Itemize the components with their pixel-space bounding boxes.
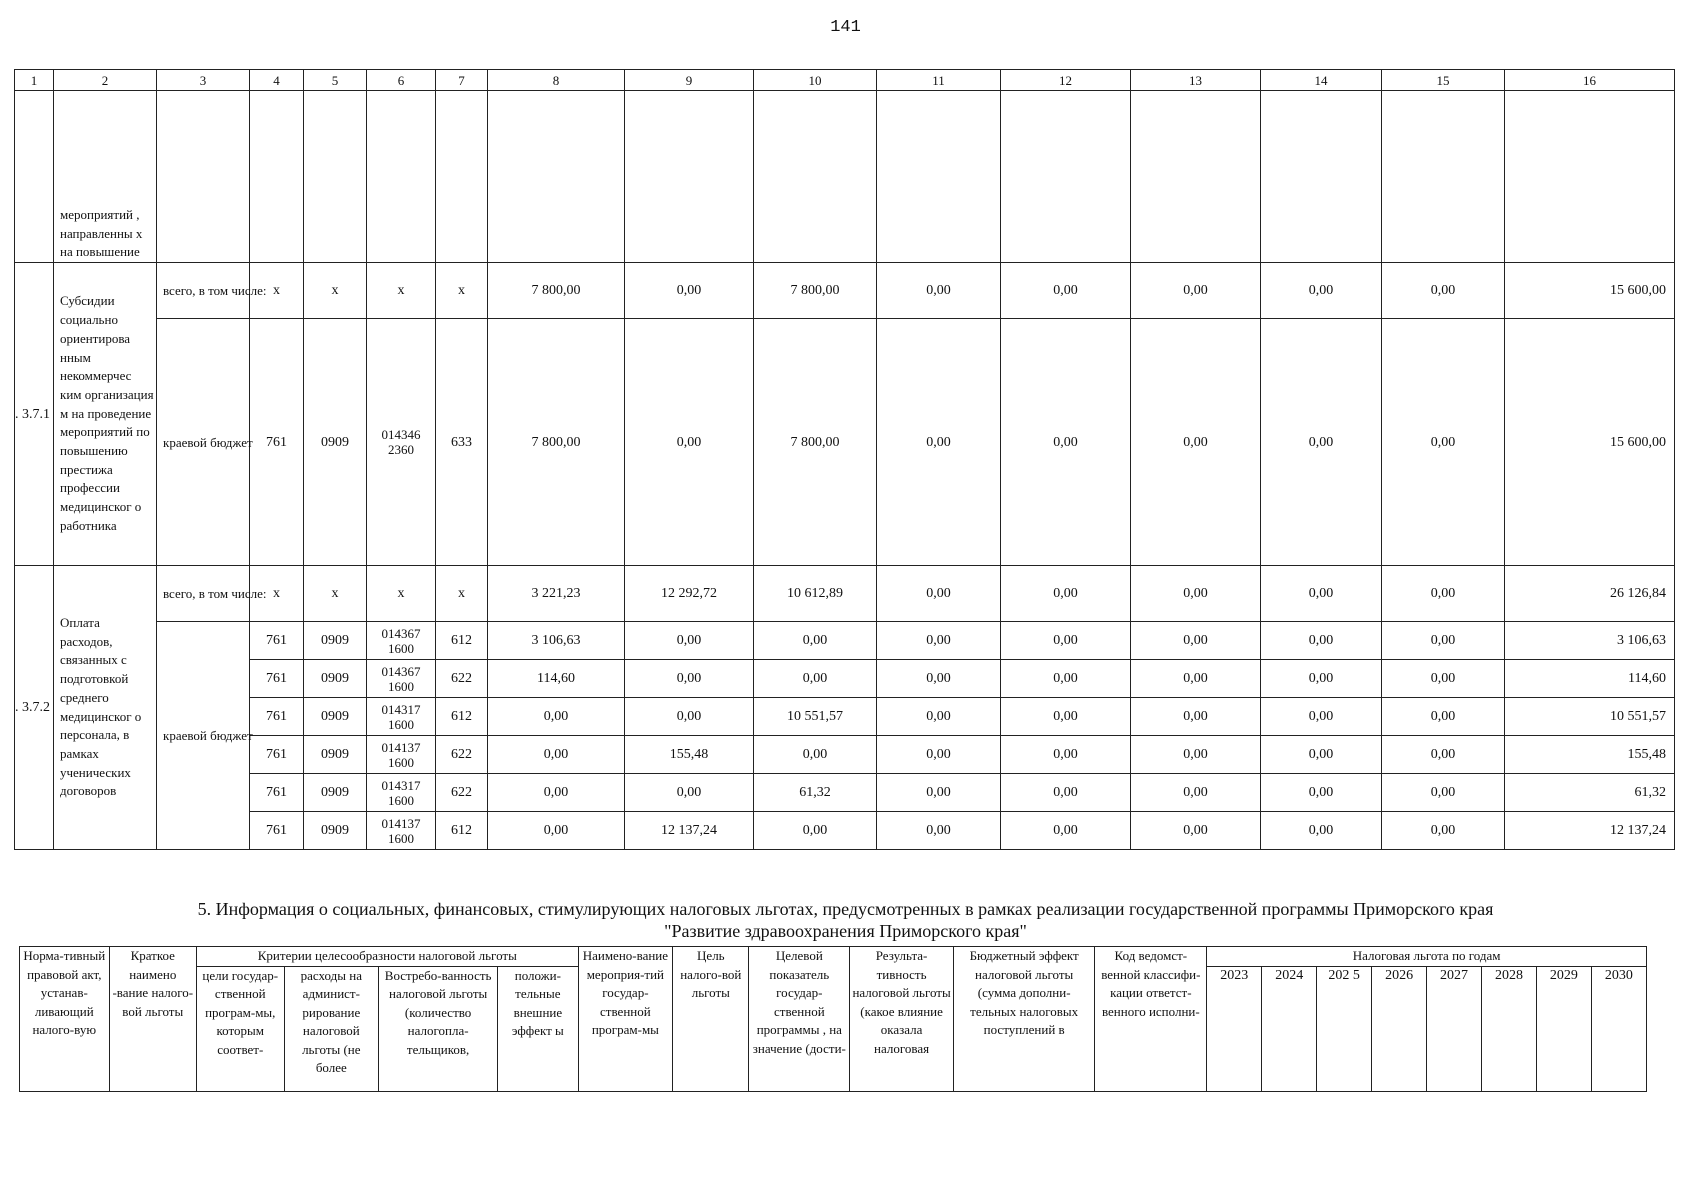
code-cell: 014346 2360 (367, 319, 436, 566)
col-num: 9 (625, 70, 754, 91)
value-cell: 0,00 (1382, 622, 1505, 660)
cell: 761 (250, 622, 304, 660)
value-cell: 0,00 (1001, 622, 1131, 660)
value-cell: 0,00 (1001, 812, 1131, 850)
value-cell: 0,00 (754, 812, 877, 850)
value-cell: 0,00 (1001, 660, 1131, 698)
value-cell: 0,00 (1261, 566, 1382, 622)
col-year: 2023 (1207, 966, 1262, 1091)
value-cell: 0,00 (877, 622, 1001, 660)
table-row (15, 774, 1675, 812)
col-year: 2029 (1536, 966, 1591, 1091)
value-cell: 0,00 (754, 736, 877, 774)
table-row (15, 566, 1675, 622)
value-cell: 0,00 (1131, 812, 1261, 850)
col-num: 11 (877, 70, 1001, 91)
col-crit-demand: Востребо-ванность налоговой льготы (количество налогопла-тельщиков, (379, 966, 498, 1091)
column-number-row (15, 70, 1675, 91)
cell: 0909 (304, 622, 367, 660)
value-cell: 0,00 (877, 698, 1001, 736)
col-num: 4 (250, 70, 304, 91)
value-cell: 0,00 (1001, 698, 1131, 736)
cell: 0909 (304, 698, 367, 736)
cell: 761 (250, 319, 304, 566)
col-budget-effect: Бюджетный эффект налоговой льготы (сумма дополни-тельных налоговых поступлений в (953, 947, 1094, 1092)
col-target-indicator: Целевой показатель государ-ственной программы , на значение (дости- (749, 947, 850, 1092)
value-cell: 26 126,84 (1505, 566, 1675, 622)
value-cell: 0,00 (1001, 566, 1131, 622)
value-cell: 7 800,00 (754, 319, 877, 566)
code-cell: 014367 1600 (367, 660, 436, 698)
cell: 0909 (304, 660, 367, 698)
value-cell: 0,00 (1382, 698, 1505, 736)
value-cell: 0,00 (1131, 698, 1261, 736)
value-cell: 12 292,72 (625, 566, 754, 622)
value-cell: 0,00 (877, 319, 1001, 566)
col-event-name: Наимено-вание мероприя-тий государ-ственной програм-мы (578, 947, 673, 1092)
col-crit-costs: расходы на админист-рирование налоговой льготы (не более (284, 966, 379, 1091)
col-num: 6 (367, 70, 436, 91)
value-cell: 0,00 (877, 774, 1001, 812)
cell: 622 (436, 774, 488, 812)
value-cell: 0,00 (1261, 812, 1382, 850)
financing-table (14, 69, 1675, 850)
col-dept-code: Код ведомст-венной классифи-кации ответст-венного исполни- (1095, 947, 1207, 1092)
cell: 0909 (304, 812, 367, 850)
value-cell: 0,00 (1001, 736, 1131, 774)
col-goal: Цель налого-вой льготы (673, 947, 749, 1092)
col-crit-goals: цели государ-ственной програм-мы, которым соответ- (197, 966, 284, 1091)
value-cell: 0,00 (1131, 319, 1261, 566)
cell: x (436, 263, 488, 319)
section-title-line2: "Развитие здравоохранения Приморского края" (664, 921, 1027, 941)
row-number: 3.7.1 . (15, 263, 54, 566)
value-cell: 0,00 (1382, 319, 1505, 566)
col-num: 12 (1001, 70, 1131, 91)
cell: 761 (250, 774, 304, 812)
value-cell: 0,00 (1131, 263, 1261, 319)
col-year: 202 5 (1317, 966, 1372, 1091)
value-cell: 15 600,00 (1505, 319, 1675, 566)
cell: 761 (250, 736, 304, 774)
value-cell: 0,00 (488, 698, 625, 736)
value-cell: 7 800,00 (488, 263, 625, 319)
col-effectiveness: Результа-тивность налоговой льготы (какое влияние оказала налоговая (850, 947, 954, 1092)
code-cell: 014137 1600 (367, 812, 436, 850)
value-cell: 0,00 (877, 660, 1001, 698)
value-cell: 7 800,00 (754, 263, 877, 319)
col-legal-act: Норма-тивный правовой акт, устанав-ливающий налого-вую (20, 947, 110, 1092)
table-row (15, 736, 1675, 774)
col-year: 2026 (1372, 966, 1427, 1091)
value-cell: 15 600,00 (1505, 263, 1675, 319)
code-cell: 014137 1600 (367, 736, 436, 774)
value-cell: 0,00 (1261, 622, 1382, 660)
col-num: 10 (754, 70, 877, 91)
col-num: 15 (1382, 70, 1505, 91)
cell: 0909 (304, 774, 367, 812)
table-row (15, 660, 1675, 698)
cell: 612 (436, 622, 488, 660)
value-cell: 0,00 (877, 566, 1001, 622)
value-cell: 0,00 (1131, 774, 1261, 812)
value-cell: 0,00 (1382, 263, 1505, 319)
value-cell: 0,00 (1131, 736, 1261, 774)
code-cell: 014317 1600 (367, 774, 436, 812)
source-label: всего, в том числе: (157, 566, 250, 622)
value-cell: 0,00 (1261, 263, 1382, 319)
table-row (15, 263, 1675, 319)
cell: 761 (250, 660, 304, 698)
activity-name: мероприятий , направленны х на повышение (54, 91, 157, 263)
col-year: 2030 (1591, 966, 1646, 1091)
cell: x (304, 566, 367, 622)
col-year: 2024 (1262, 966, 1317, 1091)
value-cell: 3 221,23 (488, 566, 625, 622)
cell: x (304, 263, 367, 319)
value-cell: 155,48 (625, 736, 754, 774)
value-cell: 0,00 (625, 774, 754, 812)
value-cell: 0,00 (1382, 736, 1505, 774)
value-cell: 0,00 (754, 660, 877, 698)
col-criteria: Критерии целесообразности налоговой льготы (197, 947, 579, 967)
table-row (15, 622, 1675, 660)
col-num: 2 (54, 70, 157, 91)
value-cell: 10 612,89 (754, 566, 877, 622)
code-cell: 014317 1600 (367, 698, 436, 736)
cell: x (250, 566, 304, 622)
value-cell: 114,60 (488, 660, 625, 698)
value-cell: 0,00 (1131, 566, 1261, 622)
value-cell: 0,00 (625, 263, 754, 319)
value-cell: 0,00 (488, 774, 625, 812)
cell: x (436, 566, 488, 622)
row-number: 3.7.2 . (15, 566, 54, 850)
header-row (20, 947, 1647, 967)
value-cell: 0,00 (1382, 660, 1505, 698)
col-num: 14 (1261, 70, 1382, 91)
col-num: 1 (15, 70, 54, 91)
value-cell: 0,00 (1001, 263, 1131, 319)
col-num: 3 (157, 70, 250, 91)
cell: 761 (250, 698, 304, 736)
cell: x (367, 566, 436, 622)
col-crit-effects: положи-тельные внешние эффект ы (498, 966, 578, 1091)
value-cell: 0,00 (625, 319, 754, 566)
value-cell: 0,00 (877, 812, 1001, 850)
value-cell: 0,00 (1261, 698, 1382, 736)
cell: 622 (436, 660, 488, 698)
value-cell: 0,00 (1261, 660, 1382, 698)
value-cell: 0,00 (1382, 566, 1505, 622)
col-num: 13 (1131, 70, 1261, 91)
code-cell: 014367 1600 (367, 622, 436, 660)
source-label: краевой бюджет (157, 319, 250, 566)
value-cell: 0,00 (1131, 622, 1261, 660)
value-cell: 0,00 (625, 698, 754, 736)
col-num: 7 (436, 70, 488, 91)
value-cell: 0,00 (488, 736, 625, 774)
value-cell: 0,00 (625, 660, 754, 698)
value-cell: 12 137,24 (1505, 812, 1675, 850)
value-cell: 0,00 (1261, 736, 1382, 774)
section-title-line1: 5. Информация о социальных, финансовых, стимулирующих налоговых льготах, предусмотренных в рамках реализации государственной программы Приморского края (197, 899, 1494, 919)
value-cell: 0,00 (754, 622, 877, 660)
col-year: 2027 (1427, 966, 1482, 1091)
section-title (0, 898, 1691, 942)
value-cell: 3 106,63 (1505, 622, 1675, 660)
value-cell: 10 551,57 (754, 698, 877, 736)
value-cell: 12 137,24 (625, 812, 754, 850)
value-cell: 0,00 (1131, 660, 1261, 698)
continuation-row (15, 91, 1675, 263)
value-cell: 0,00 (1001, 774, 1131, 812)
source-label: краевой бюджет (157, 622, 250, 850)
value-cell: 0,00 (488, 812, 625, 850)
table-row (15, 698, 1675, 736)
col-num: 16 (1505, 70, 1675, 91)
value-cell: 114,60 (1505, 660, 1675, 698)
cell: x (367, 263, 436, 319)
cell: 612 (436, 698, 488, 736)
tax-benefits-table (19, 946, 1647, 1092)
value-cell: 0,00 (1382, 774, 1505, 812)
col-year: 2028 (1481, 966, 1536, 1091)
value-cell: 0,00 (1382, 812, 1505, 850)
col-num: 5 (304, 70, 367, 91)
cell: 622 (436, 736, 488, 774)
value-cell: 155,48 (1505, 736, 1675, 774)
cell: 761 (250, 812, 304, 850)
source-label: всего, в том числе: (157, 263, 250, 319)
value-cell: 0,00 (1261, 319, 1382, 566)
value-cell: 61,32 (754, 774, 877, 812)
col-num: 8 (488, 70, 625, 91)
value-cell: 7 800,00 (488, 319, 625, 566)
cell: 0909 (304, 319, 367, 566)
page-number: 141 (830, 18, 861, 37)
value-cell: 3 106,63 (488, 622, 625, 660)
cell: 633 (436, 319, 488, 566)
activity-name: Оплата расходов, связанных с подготовкой среднего медицинског о персонала, в рамках ученических договоров (54, 566, 157, 850)
value-cell: 10 551,57 (1505, 698, 1675, 736)
value-cell: 0,00 (1001, 319, 1131, 566)
value-cell: 61,32 (1505, 774, 1675, 812)
col-by-years: Налоговая льгота по годам (1207, 947, 1647, 967)
value-cell: 0,00 (1261, 774, 1382, 812)
value-cell: 0,00 (625, 622, 754, 660)
activity-name: Субсидии социально ориентирова нным некоммерчес ким организация м на проведение мероприятий по повышению престижа профессии медицинског о работника (54, 263, 157, 566)
table-row (15, 319, 1675, 566)
table-row (15, 812, 1675, 850)
value-cell: 0,00 (877, 736, 1001, 774)
cell: 612 (436, 812, 488, 850)
value-cell: 0,00 (877, 263, 1001, 319)
col-short-name: Краткое наимено -вание налого-вой льготы (109, 947, 196, 1092)
cell: x (250, 263, 304, 319)
cell: 0909 (304, 736, 367, 774)
